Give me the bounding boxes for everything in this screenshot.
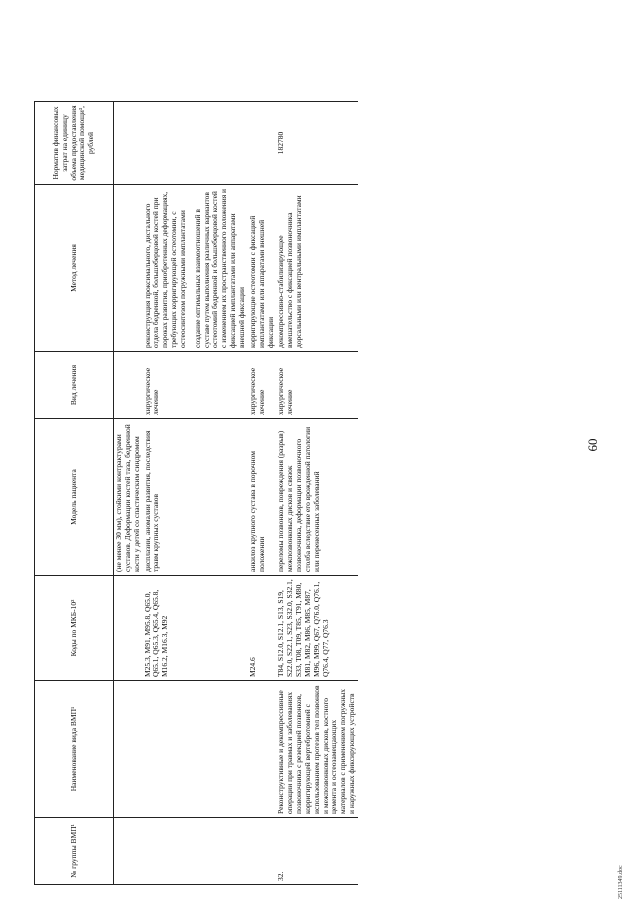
header-group-number: № группы ВМП¹ <box>35 818 114 885</box>
cell-num <box>143 818 248 885</box>
cell-model: переломы позвонков, повреждения (разрыв) межпозвонковых дисков и связок позвоночника, деформации позвоночного столба вследствие его врожденной патологии или перенесенных заболеваний <box>276 419 358 576</box>
cell-type: хирургическое лечение <box>276 352 358 419</box>
cell-cost <box>143 102 248 185</box>
cell-model: анкилоз крупного сустава в порочном положении <box>248 419 277 576</box>
cell-codes: M24.6 <box>248 576 277 681</box>
header-treatment-method: Метод лечения <box>35 185 114 352</box>
cell-codes: T84, S12.0, S12.1, S13, S19, S22.0, S22.1, S23, S32.0, S32.1, S33, T08, T09, T85, T91, M80, M81, M82, M86, M85, M87, M96, M99, Q67, Q76.0, Q76.1, Q76.4, Q77, Q76.3 <box>276 576 358 681</box>
cell-type: хирургическое лечение <box>143 352 248 419</box>
method-text: реконструкция проксимального, дистального отдела бедренной, большеберцовой костей при пороках развития, приобретенных деформациях, требующих корригирующей остеотомии, с остеосинтезом погружными имплантатами <box>142 191 187 348</box>
cell-num: 32. <box>276 818 358 885</box>
table-row <box>143 102 248 885</box>
page-number: 60 <box>585 438 600 452</box>
cell-cost: 182780 <box>276 102 358 185</box>
document-filename: 25111349.doc <box>618 865 624 899</box>
cell-method: корригирующие остеотомии с фиксацией имплантатами или аппаратами внешней фиксации <box>248 185 277 352</box>
header-treatment-type: Вид лечения <box>35 352 114 419</box>
cell-name <box>143 681 248 818</box>
cell-model: (не менее 30 мм), стойкими контрактурами суставов. Деформации костей таза, бедренной кости у детей со спастическим синдромом <box>114 419 143 576</box>
cell-codes <box>114 576 143 681</box>
cell-type <box>114 352 143 419</box>
vmp-table <box>34 101 358 885</box>
table-row <box>114 102 143 885</box>
cell-codes: M25.3, M91, M95.8, Q65.0, Q65.1, Q65.3, Q65.4, Q65.8, M16.2, M16.3, M92 <box>143 576 248 681</box>
cell-method <box>143 185 248 352</box>
method-text: создание оптимальных взаимоотношений в суставе путем выполнения различных вариантов остеотомий бедренной и большеберцовой костей с изменением их пространственного положения и фиксацией имплантатами или аппаратами внешней фиксации <box>192 188 246 348</box>
cell-type: хирургическое лечение <box>248 352 277 419</box>
table-row <box>248 102 277 885</box>
header-icd-codes: Коды по МКБ-10² <box>35 576 114 681</box>
cell-cost <box>248 102 277 185</box>
cell-method <box>114 185 143 352</box>
table-header-row <box>35 102 114 885</box>
cell-name <box>114 681 143 818</box>
header-cost-norm: Норматив финансовых затрат на единицу объема предоставления медицинской помощи³, рублей <box>35 102 114 185</box>
cell-num <box>248 818 277 885</box>
cell-method: декомпрессивно-стабилизирующее вмешательство с фиксацией позвоночника дорсальными или вентральными имплантатами <box>276 185 358 352</box>
header-vmp-name: Наименование вида ВМП¹ <box>35 681 114 818</box>
cell-cost <box>114 102 143 185</box>
cell-num <box>114 818 143 885</box>
cell-name <box>248 681 277 818</box>
header-patient-model: Модель пациента <box>35 419 114 576</box>
cell-name: Реконструктивные и декомпрессивные операции при травмах и заболеваниях позвоночника с резекцией позвонков, корригирующей вертебротомией с использованием протезов тел позвонков и межпозвонковых дисков, костного цемента и остеозамещающих материалов с применением погружных и наружных фиксирующих устройств <box>276 681 358 818</box>
cell-model: дисплазии, аномалии развития, последствия травм крупных суставов <box>143 419 248 576</box>
table-row <box>276 102 358 885</box>
